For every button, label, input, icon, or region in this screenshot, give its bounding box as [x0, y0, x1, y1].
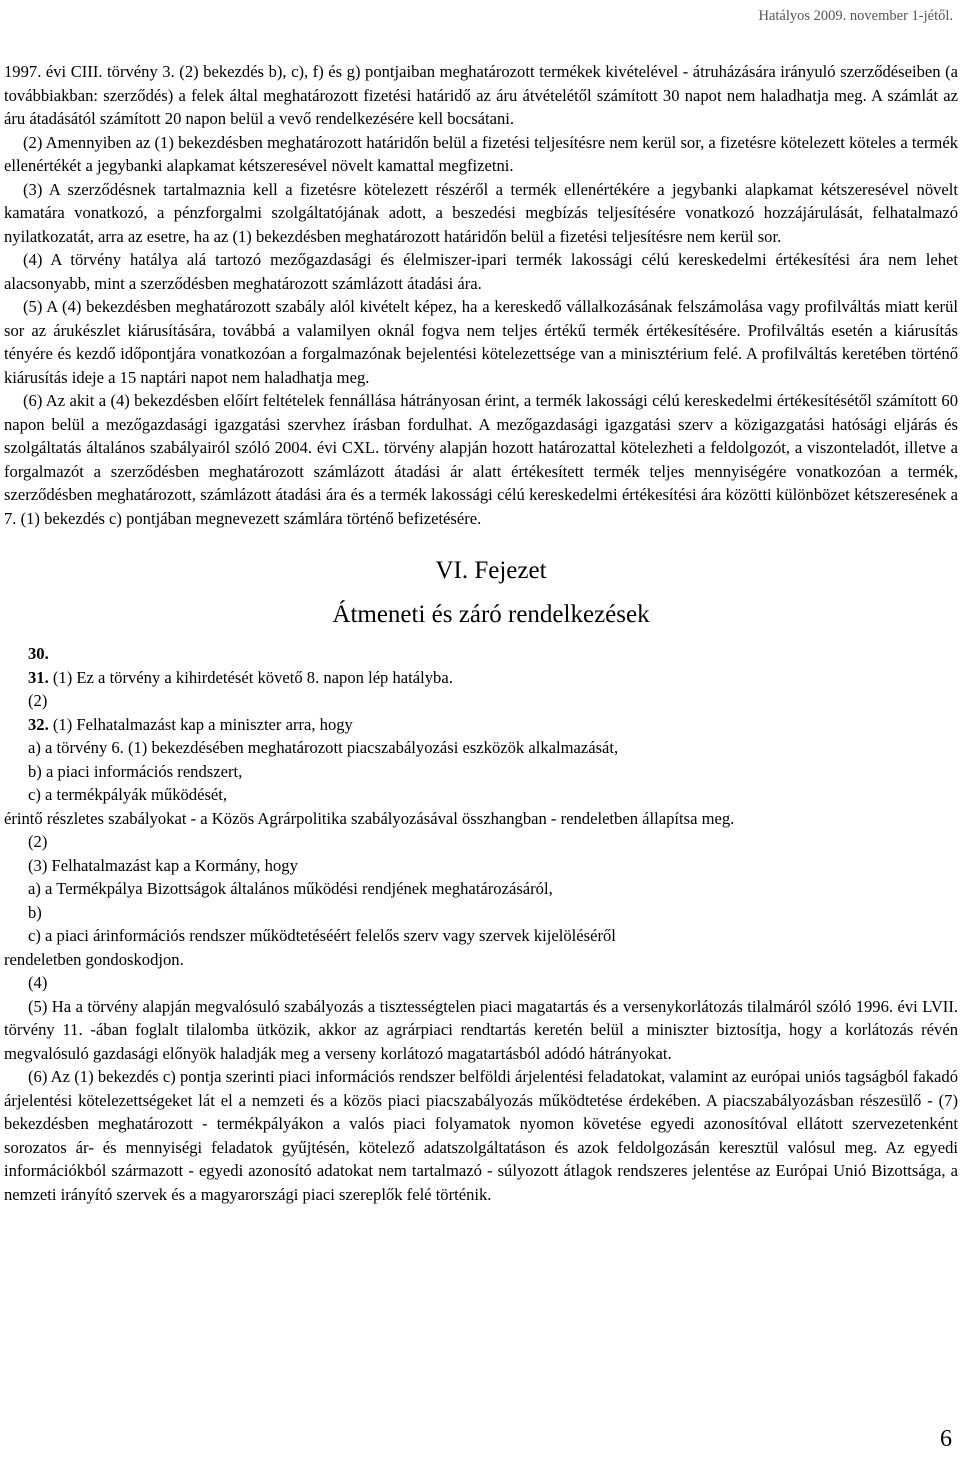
section-31 [28, 666, 958, 690]
section-32-point-a: a) a törvény 6. (1) bekezdésében meghatározott piacszabályozási eszközök alkalmazását, [28, 738, 619, 757]
section-31-text: (1) Ez a törvény a kihirdetését követő 8. napon lép hatályba. [52, 667, 453, 687]
page-number: 6 [940, 1426, 952, 1452]
section-32-closing: érintő részletes szabályokat - a Közös Agrárpolitika szabályozásával összhangban - rendeletben állapítsa meg. [4, 808, 735, 828]
section-32-para-3-closing: rendeletben gondoskodjon. [4, 949, 184, 969]
section-32-para-5: (5) Ha a törvény alapján megvalósuló szabályozás a tisztességtelen piaci magatartás és a versenykorlátozás tilalmáról szóló 1996. évi LVII. törvény 11. -ában foglalt tilalomba ütközik, akkor az agrárpiaci rendtartás keretén belül a miniszter biztosítja, hogy a korlátozás révén megvalósuló gazdasági előnyök haladják meg a verseny korlátozó magatartásból adódó hátrányokat. [4, 996, 958, 1063]
section-32-text: (1) Felhatalmazást kap a miniszter arra, hogy [52, 714, 353, 734]
paragraph-5: (5) A (4) bekezdésben meghatározott szabály alól kivételt képez, ha a kereskedő vállalkozásának felszámolása vagy profilváltás miatt kerül sor az árukészlet kiárusítására, továbbá a valamilyen oknál fogva nem teljes értékű termék értékesítésére. Profilváltás esetén a kiárusítás tényére és kezdő időpontjára vonatkozóan a forgalmazónak bejelentési kötelezettsége van a minisztérium felé. A profilváltás keretében történő kiárusítás ideje a 15 naptári napot nem haladhatja meg. [4, 297, 958, 387]
paragraph-4: (4) A törvény hatálya alá tartozó mezőgazdasági és élelmiszer-ipari termék lakossági célú kereskedelmi értékesítési ára nem lehet alacsonyabb, mint a szerződésben meghatározott számlázott átadási ára. [4, 250, 958, 293]
section-32-para-3-c: c) a piaci árinformációs rendszer működtetéséért felelős szerv vagy szervek kijelöléséről [28, 926, 616, 945]
section-32-para-3-a: a) a Termékpálya Bizottságok általános működési rendjének meghatározásáról, [28, 879, 553, 898]
section-31-number: 31. [28, 667, 49, 687]
section-32-number: 32. [28, 714, 49, 734]
section-32-para-3-b: b) [28, 902, 42, 922]
validity-header: Hatályos 2009. november 1-jétől. [758, 8, 953, 24]
paragraph-1: 1997. évi CIII. törvény 3. (2) bekezdés b), c), f) és g) pontjaiban meghatározott termékek kivételével - átruházására irányuló szerződéseiben (a továbbiakban: szerződés) a felek által meghatározott fizetési határidő az áru átvételétől számított 30 napot nem haladhatja meg. A számlát az áru átadásától számított 20 napon belül a vevő rendelkezésére kell bocsátani. [4, 62, 958, 128]
chapter-title: Átmeneti és záró rendelkezések [332, 601, 650, 628]
section-32-point-b: b) a piaci információs rendszert, [28, 761, 243, 781]
section-30-number: 30. [28, 644, 49, 663]
document-body [4, 60, 958, 1206]
paragraph-2: (2) Amennyiben az (1) bekezdésben meghatározott határidőn belül a fizetési teljesítésre nem kerül sor, a fizetésre kötelezett köteles a termék ellenértékét a jegybanki alapkamat kétszeresével növelt kamattal megfizetni. [4, 132, 958, 175]
section-32-para-4: (4) [28, 973, 48, 992]
section-32-point-c: c) a termékpályák működését, [28, 785, 228, 804]
section-32-para-6: (6) Az (1) bekezdés c) pontja szerinti piaci információs rendszer belföldi árjelentési feladatokat, valamint az európai uniós tagságból fakadó árjelentési kötelezettségeket lát el a nemzeti és a közös piaci piacszabályozás működtetése érdekében. A piacszabályozásban részesülő - (7) bekezdésben meghatározott - termékpályákon a valós piaci folyamatok nyomon követése egyedi azonosítóval ellátott szervezetenként sorozatos ár- és mennyiségi feladatok gyűjtésén, kötelező adatszolgáltatáson és azok feldolgozásán keresztül valósul meg. Az egyedi információkból származott - egyedi azonosító adatokat nem tartalmazó - súlyozott átlagok rendszeres jelentése az Európai Unió Bizottsága, a nemzeti irányító szervek és a magyarországi piaci szereplők felé történik. [4, 1067, 958, 1204]
section-32 [28, 713, 958, 737]
section-32-para-2: (2) [28, 832, 48, 851]
paragraph-6: (6) Az akit a (4) bekezdésben előírt feltételek fennállása hátrányosan érint, a termék lakossági célú kereskedelmi értékesítésétől számított 60 napon belül a mezőgazdasági igazgatási szervhez írásban fordulhat. A mezőgazdasági igazgatási szerv a közigazgatási hatósági eljárás és szolgáltatás általános szabályairól szóló 2004. évi CXL. törvény alapján hozott határozattal kötelezheti a feldolgozót, a viszonteladót, illetve a forgalmazót a szerződésben meghatározott számlázott átadási ár alatt értékesített termék teljes mennyiségére vonatkozóan a termék, szerződésben meghatározott, számlázott átadási ára és a termék lakossági célú kereskedelmi értékesítési ára közötti különbözet kétszeresének a 7. (1) bekezdés c) pontjában megnevezett számlára történő befizetésére. [4, 391, 958, 528]
paragraph-3: (3) A szerződésnek tartalmaznia kell a fizetésre kötelezett részéről a termék ellenértékére a jegybanki alapkamat kétszeresével növelt kamatára vonatkozó, a pénzforgalmi szolgáltatójának adott, a beszedési megbízás teljesítésére vonatkozó hozzájárulását, felhatalmazó nyilatkozatát, arra az esetre, ha az (1) bekezdésben meghatározott határidőn belül a fizetési teljesítésre nem kerül sor. [4, 179, 958, 246]
section-31-para-2: (2) [28, 691, 48, 710]
section-32-para-3: (3) Felhatalmazást kap a Kormány, hogy [28, 855, 298, 875]
chapter-number: VI. Fejezet [435, 557, 547, 584]
section-30 [28, 642, 958, 666]
